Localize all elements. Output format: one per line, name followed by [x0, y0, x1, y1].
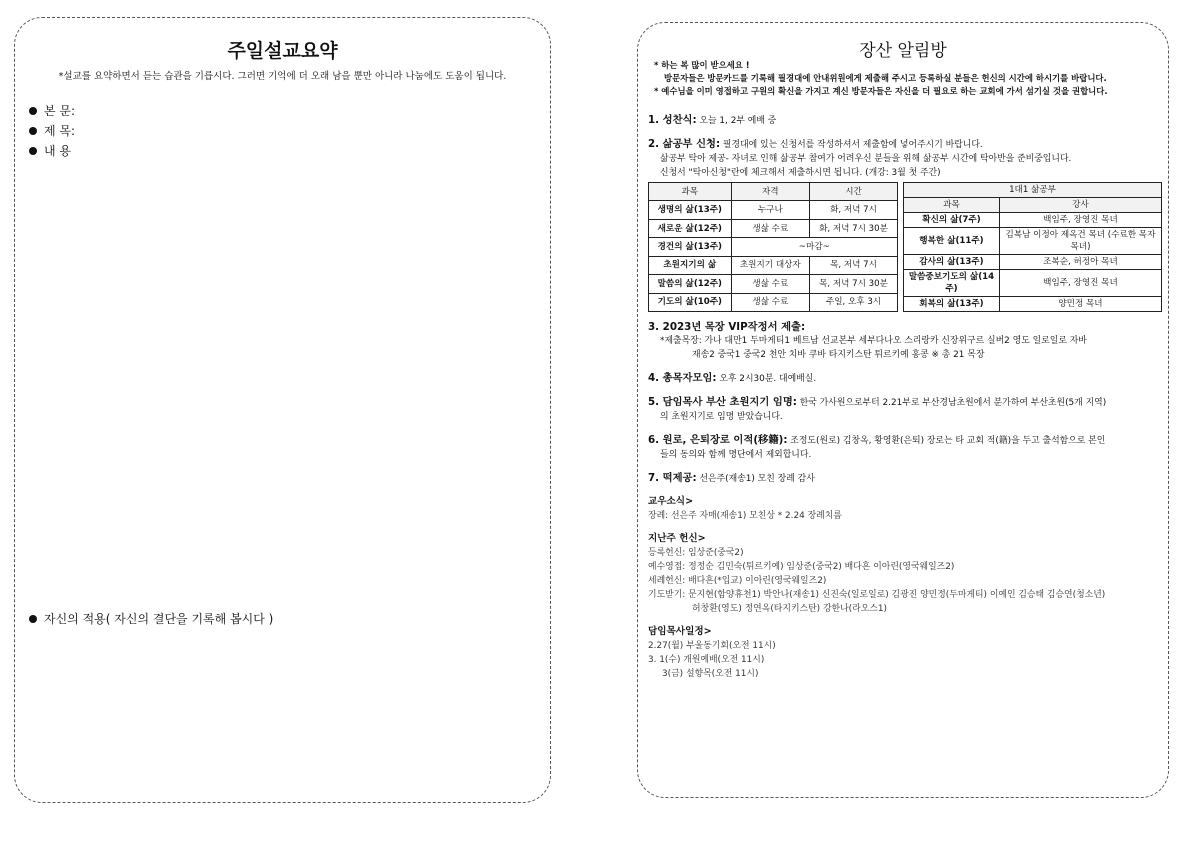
- section-heading: 지난주 헌신>: [648, 533, 706, 544]
- table-cell: 생삶 수료: [731, 293, 809, 311]
- section-heading: 7. 떡제공:: [648, 472, 697, 484]
- field-title[interactable]: [29, 121, 75, 141]
- table-cell: 양민정 목녀: [999, 297, 1161, 312]
- table-header: 과목: [904, 198, 1000, 213]
- table-cell: 회복의 삶(13주): [904, 297, 1000, 312]
- table-cell: ~마감~: [731, 238, 897, 256]
- table-cell: 새로운 삶(12주): [649, 219, 732, 237]
- section-transfer: [648, 433, 1162, 462]
- section-text: 오후 2시30분. 대예배실.: [716, 374, 817, 384]
- table-row: [904, 270, 1162, 297]
- table-row: [904, 255, 1162, 270]
- table-cell: 확신의 삶(7주): [904, 213, 1000, 228]
- table-row: [649, 201, 898, 219]
- section-text: 들의 동의와 함께 명단에서 제외합니다.: [660, 450, 812, 460]
- bullet-icon: [29, 107, 37, 115]
- group-course-table: [648, 182, 898, 312]
- section-heading: 5. 담임목사 부산 초원지기 임명:: [648, 396, 797, 408]
- table-cell: 목, 저녁 7시 30분: [810, 275, 898, 293]
- table-header: 강사: [999, 198, 1161, 213]
- table-cell: 기도의 삶(10주): [649, 293, 732, 311]
- table-row: [904, 213, 1162, 228]
- table-cell: 조복순, 허정아 목녀: [999, 255, 1161, 270]
- list-item: 세례헌신: 배다흔(*입교) 이아린(영국웨일즈2): [648, 576, 827, 586]
- section-heading: 3. 2023년 목장 VIP작정서 제출:: [648, 321, 806, 333]
- table-cell: 초원지기의 삶: [649, 256, 732, 274]
- table-cell: 화, 저녁 7시 30분: [810, 219, 898, 237]
- visitor-notice: [654, 59, 1108, 98]
- table-row: [904, 297, 1162, 312]
- table-cell: 생삶 수료: [731, 275, 809, 293]
- section-text: 선은주(재송1) 모친 장례 감사: [696, 474, 815, 484]
- section-offerings: [648, 532, 1162, 616]
- table-header: 과목: [649, 183, 732, 201]
- section-vip: [648, 320, 1162, 362]
- field-application[interactable]: [29, 610, 273, 627]
- table-row: [649, 293, 898, 311]
- section-rice-cake: [648, 471, 1162, 486]
- list-item: 예수영접: 정정순 김민숙(튀르키예) 임상준(중국2) 배다흔 이아린(영국웨일즈2): [648, 562, 955, 572]
- table-cell: 백임주, 장영진 목녀: [999, 270, 1161, 297]
- table-cell: 행복한 삶(11주): [904, 228, 1000, 255]
- table-cell: 말씀중보기도의 삶(14주): [904, 270, 1000, 297]
- table-header: 시간: [810, 183, 898, 201]
- field-label: 본 문:: [44, 104, 76, 118]
- list-item: 3. 1(수) 개원예배(오전 11시): [648, 655, 765, 665]
- section-text: 의 초원지기로 임명 받았습니다.: [660, 412, 783, 422]
- sermon-summary-subtitle: *설교를 요약하면서 듣는 습관을 기릅시다. 그러면 기억에 더 오래 남을 뿐만 아니라 나눔에도 도움이 됩니다.: [58, 71, 507, 82]
- sermon-fields: [29, 101, 75, 161]
- table-cell: 주일, 오후 3시: [810, 293, 898, 311]
- table-cell: 경건의 삶(13주): [649, 238, 732, 256]
- section-text: *제출목장: 가나 대만1 두마게티1 베트남 선교본부 세부다나오 스리랑카 신장위구르 실버2 영도 일로일로 자바: [660, 336, 1087, 346]
- table-row: [649, 238, 898, 256]
- table-caption: 1대1 삶공부: [904, 183, 1162, 198]
- section-text: 오늘 1, 2부 예배 중: [696, 116, 777, 126]
- table-cell: 화, 저녁 7시: [810, 201, 898, 219]
- section-text: 삶공부 탁아 제공- 자녀로 인해 삶공부 참여가 어려우신 분들을 위해 삶공부 시간에 탁아반을 준비중입니다.: [660, 154, 1072, 164]
- field-label: 제 목:: [44, 124, 76, 138]
- section-text: 한국 가사원으로부터 2.21부로 부산경남초원에서 분가하여 부산초원(5개 지역): [796, 398, 1107, 408]
- list-item: 기도받기: 문지현(함양휴천1) 박안나(재송1) 신진숙(일로일로) 김광진 양민정(두마게티) 이예인 김승태 김승연(청소년): [648, 590, 1106, 600]
- section-text: 장례: 선은주 자매(재송1) 모친상 * 2.24 장례치름: [648, 511, 842, 521]
- bullet-icon: [29, 127, 37, 135]
- table-row: [649, 275, 898, 293]
- section-heading: 2. 삶공부 신청:: [648, 138, 721, 150]
- section-heading: 1. 성찬식:: [648, 114, 697, 126]
- sermon-summary-title: 주일설교요약: [227, 40, 338, 62]
- notice-line: * 하는 복 많이 받으세요 !: [654, 60, 750, 70]
- field-label: 자신의 적용( 자신의 결단을 기록해 봅시다 ): [44, 612, 274, 626]
- section-schedule: [648, 625, 1162, 681]
- list-item: 3(금) 설향목(오전 11시): [662, 669, 759, 679]
- section-text: 재송2 중국1 중국2 천안 치바 쿠바 타지키스탄 튀르키예 홍콩 ※ 총 21 목장: [692, 350, 985, 360]
- section-text: 필경대에 있는 신청서를 작성하셔서 제출함에 넣어주시기 바랍니다.: [720, 140, 983, 150]
- announcement-title: 장산 알림방: [859, 41, 947, 61]
- bullet-icon: [29, 615, 37, 623]
- table-row: [904, 228, 1162, 255]
- section-heading: 교우소식>: [648, 496, 694, 507]
- section-text: 조정도(원로) 김창옥, 황영환(은퇴) 장로는 타 교회 적(籍)을 두고 출석함으로 본인: [787, 436, 1106, 446]
- table-header: 자격: [731, 183, 809, 201]
- table-row: [649, 219, 898, 237]
- table-cell: 목, 저녁 7시: [810, 256, 898, 274]
- section-heading: 담임목사일정>: [648, 626, 712, 637]
- section-heading: 6. 원로, 은퇴장로 이적(移籍):: [648, 434, 788, 446]
- announcement-panel: [637, 22, 1169, 798]
- list-item: 허창환(영도) 정연옥(타지키스탄) 강한나(라오스1): [692, 604, 887, 614]
- list-item: 2.27(월) 부울동기회(오전 11시): [648, 641, 776, 651]
- table-cell: 초원지기 대상자: [731, 256, 809, 274]
- table-row: [649, 256, 898, 274]
- table-cell: 김복남 이정아 제옥건 목녀 (수료한 목자목녀): [999, 228, 1161, 255]
- sermon-summary-panel: [14, 17, 551, 803]
- section-news: [648, 495, 1162, 523]
- section-communion: [648, 113, 1162, 128]
- one-on-one-table: [903, 182, 1162, 312]
- table-cell: 백임주, 장영진 목녀: [999, 213, 1161, 228]
- table-cell: 말씀의 삶(12주): [649, 275, 732, 293]
- field-content[interactable]: [29, 141, 75, 161]
- notice-line: 방문자들은 방문카드를 기록해 필경대에 안내위원에게 제출해 주시고 등록하실 분들은 헌신의 시간에 하시기를 바랍니다.: [664, 73, 1107, 83]
- notice-line: * 예수님을 이미 영접하고 구원의 확신을 가지고 계신 방문자들은 자신을 더 필요로 하는 교회에 가서 섬기실 것을 권합니다.: [654, 86, 1108, 96]
- section-leaders-meeting: [648, 371, 1162, 386]
- table-cell: 생명의 삶(13주): [649, 201, 732, 219]
- list-item: 등록헌신: 임상준(중국2): [648, 548, 744, 558]
- table-cell: 감사의 삶(13주): [904, 255, 1000, 270]
- table-cell: 생삶 수료: [731, 219, 809, 237]
- table-cell: 누구나: [731, 201, 809, 219]
- announcement-body: [648, 113, 1162, 690]
- section-text: 신청서 "탁아신청"란에 체크해서 제출하시면 됩니다. (개강: 3월 첫 주간): [660, 168, 941, 178]
- section-appointment: [648, 395, 1162, 424]
- bullet-icon: [29, 147, 37, 155]
- field-label: 내 용: [44, 144, 71, 158]
- course-tables: [648, 182, 1162, 312]
- section-life-study: [648, 137, 1162, 180]
- section-heading: 4. 총목자모임:: [648, 372, 717, 384]
- field-scripture[interactable]: [29, 101, 75, 121]
